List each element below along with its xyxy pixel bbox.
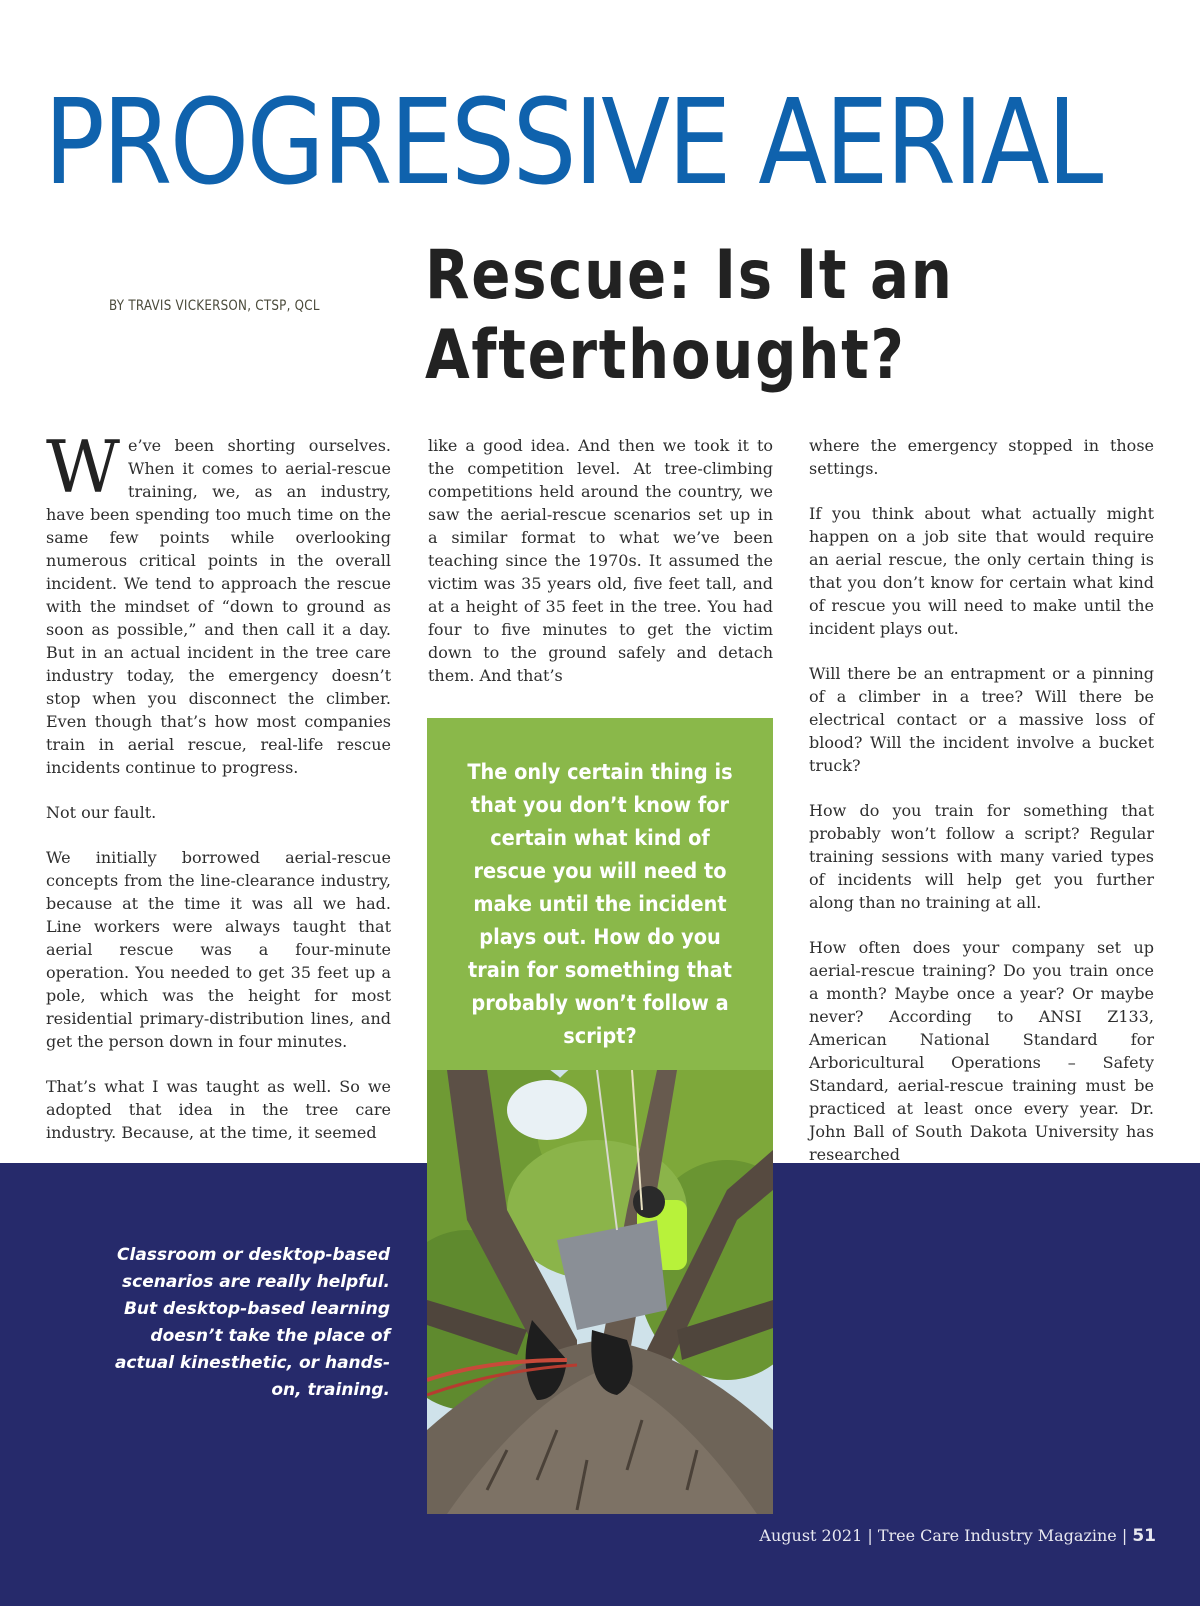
- paragraph: How do you train for something that probably won’t follow a script? Regular training sessions with many varied types of incidents will help get you further along than no training at all.: [809, 801, 1154, 912]
- article-title: PROGRESSIVE AERIAL: [44, 73, 1101, 211]
- article-subtitle: Rescue: Is It an Afterthought?: [425, 236, 954, 395]
- paragraph: How often does your company set up aerial-rescue training? Do you train once a month? Maybe once a year? Or maybe never? According to ANSI Z133, American National Standard for Arboricultural Operations – Safety Standard, aerial-rescue training must be practiced at least once every year. Dr. John Ball of South Dakota University has researched: [809, 938, 1154, 1164]
- paragraph: Not our fault.: [46, 803, 157, 822]
- footer-issue: August 2021 | Tree Care Industry Magazine |: [759, 1526, 1128, 1545]
- text-column-3: [809, 434, 1154, 1188]
- paragraph: That’s what I was taught as well. So we adopted that idea in the tree care industry. Because, at the time, it seemed: [46, 1077, 391, 1142]
- paragraph: If you think about what actually might happen on a job site that would require an aerial rescue, the only certain thing is that you don’t know for certain what kind of rescue you will need to make until the incident plays out.: [809, 504, 1154, 638]
- paragraph-text: e’ve been shorting ourselves. When it comes to aerial-rescue training, we, as an industry, have been spending too much time on the same few points while overlooking numerous critical points in the overall incident. We tend to approach the rescue with the mindset of “down to ground as soon as possible,” and then call it a day. But in an actual incident in the tree care industry today, the emergency doesn’t stop when you disconnect the climber. Even though that’s how most companies train in aerial rescue, real-life rescue incidents continue to progress.: [46, 436, 391, 777]
- page-number: 51: [1132, 1526, 1156, 1546]
- text-column-2: [428, 434, 773, 709]
- photo-caption: Classroom or desktop-based scenarios are really helpful. But desktop-based learning doesn’t take the place of actual kinesthetic, or hands-on, training.: [114, 1245, 390, 1400]
- paragraph: like a good idea. And then we took it to the competition level. At tree-climbing competitions held around the country, we saw the aerial-rescue scenarios set up in a similar format to what we’ve been teaching since the 1970s. It assumed the victim was 35 years old, five feet tall, and at a height of 35 feet in the tree. You had four to five minutes to get the victim down to the ground safely and detach them. And that’s: [428, 436, 773, 685]
- page-footer: [759, 1526, 1156, 1546]
- drop-cap: W: [46, 425, 121, 509]
- paragraph: where the emergency stopped in those settings.: [809, 436, 1154, 478]
- paragraph: We initially borrowed aerial-rescue concepts from the line-clearance industry, because at the time it was all we had. Line workers were always taught that aerial rescue was a four-minute operation. You needed to get 35 feet up a pole, which was the height for most residential primary-distribution lines, and get the person down in four minutes.: [46, 848, 391, 1051]
- text-column-1: [46, 425, 391, 1166]
- paragraph: Will there be an entrapment or a pinning of a climber in a tree? Will there be electrical contact or a massive loss of blood? Will the incident involve a bucket truck?: [809, 664, 1154, 775]
- pull-quote-text: The only certain thing is that you don’t know for certain what kind of rescue you will need to make until the incident plays out. How do you train for something that probably won’t follow a script?: [467, 760, 733, 1048]
- pull-quote-box: [427, 718, 773, 1070]
- byline: BY TRAVIS VICKERSON, CTSP, QCL: [109, 298, 320, 314]
- tree-climber-photo: [427, 1070, 773, 1514]
- paragraph: [46, 425, 391, 779]
